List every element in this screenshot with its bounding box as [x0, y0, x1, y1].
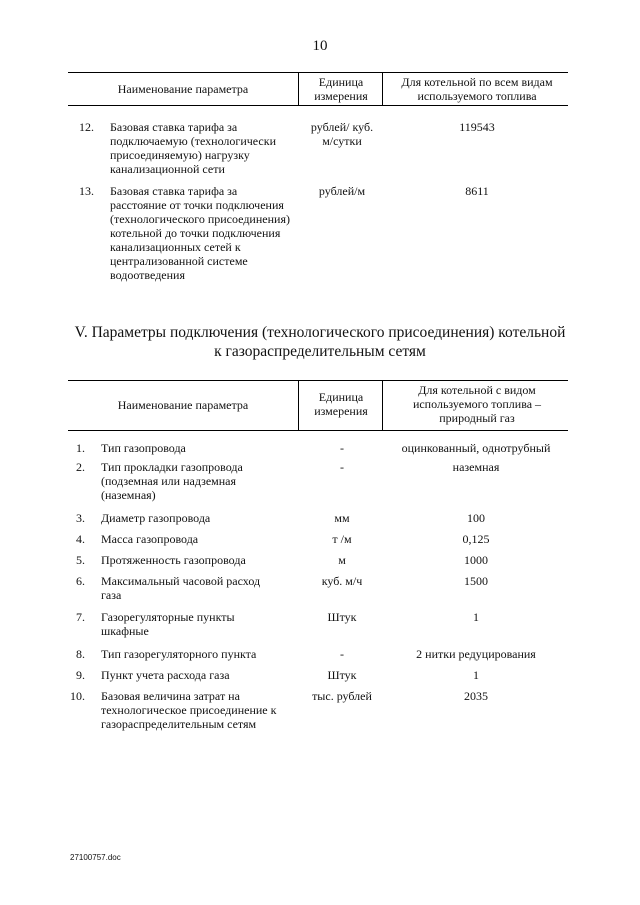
row-unit: -: [340, 441, 344, 455]
row-number: 2.: [76, 460, 85, 474]
row-number: 12.: [79, 120, 94, 134]
header-unit: Единица измерения: [314, 390, 368, 418]
row-number: 8.: [76, 647, 85, 661]
row-value: 1: [473, 668, 479, 682]
row-name: Газорегуляторные пункты шкафные: [101, 610, 235, 638]
section-title-line1: V. Параметры подключения (технологического присоединения) котельной: [74, 324, 566, 341]
row-name: Тип газопровода: [101, 441, 186, 455]
row-name: Протяженность газопровода: [101, 553, 246, 567]
row-number: 13.: [79, 184, 94, 198]
row-value: 100: [467, 511, 485, 525]
row-name: Тип газорегуляторного пункта: [101, 647, 257, 661]
header-name: Наименование параметра: [117, 82, 249, 96]
row-value: 119543: [459, 120, 495, 134]
row-number: 9.: [76, 668, 85, 682]
row-unit: м: [338, 553, 346, 567]
header-value: Для котельной с видом используемого топлива – природный газ: [412, 383, 542, 425]
row-unit: -: [340, 460, 344, 474]
row-name: Пункт учета расхода газа: [101, 668, 230, 682]
row-number: 7.: [76, 610, 85, 624]
header-divider: [298, 380, 299, 431]
row-name: Диаметр газопровода: [101, 511, 211, 525]
row-unit: Штук: [327, 668, 357, 682]
row-unit: -: [340, 647, 344, 661]
header-bottom-rule: [68, 430, 568, 431]
header-value: Для котельной по всем видам используемого топлива: [401, 75, 553, 103]
row-name: Максимальный часовой расход газа: [101, 574, 261, 602]
row-value: 1500: [464, 574, 488, 588]
row-unit: мм: [334, 511, 350, 525]
header-bottom-rule: [68, 105, 568, 106]
row-unit: т /м: [332, 532, 352, 546]
row-value: 0,125: [462, 532, 490, 546]
section-title: [60, 323, 580, 361]
header-name: Наименование параметра: [117, 398, 249, 412]
row-unit: куб. м/ч: [321, 574, 363, 588]
header-divider: [298, 72, 299, 106]
row-value: 1000: [464, 553, 488, 567]
row-number: 5.: [76, 553, 85, 567]
row-number: 3.: [76, 511, 85, 525]
header-divider: [382, 380, 383, 431]
header-top-rule: [68, 380, 568, 381]
row-value: наземная: [452, 460, 500, 474]
gas-parameters-table: [68, 380, 568, 731]
tariff-table: [68, 72, 568, 282]
header-divider: [382, 72, 383, 106]
row-unit: тыс. рублей: [312, 689, 372, 703]
page-number: 10: [312, 38, 328, 54]
row-unit: рублей/м: [318, 184, 366, 198]
section-title-line2: к газораспределительным сетям: [214, 343, 426, 360]
document-filename: 27100757.doc: [70, 853, 121, 862]
row-value: 8611: [465, 184, 489, 198]
row-name: Масса газопровода: [101, 532, 199, 546]
row-name: Базовая ставка тарифа за подключаемую (технологически присоединяемую) нагрузку канализационной сети: [110, 120, 276, 176]
table-row: [68, 184, 568, 304]
header-unit: Единица измерения: [314, 75, 368, 103]
row-value: 2 нитки редуцирования: [416, 647, 536, 661]
row-name: Базовая ставка тарифа за расстояние от точки подключения (технологического присоединения) котельной до точки подключения канализационных сетей к централизованной системе водоотведения: [110, 184, 290, 282]
header-top-rule: [68, 72, 568, 73]
row-number: 4.: [76, 532, 85, 546]
row-value: 1: [473, 610, 479, 624]
table-row: [68, 120, 568, 180]
row-name: Базовая величина затрат на технологическое присоединение к газораспределительным сетям: [101, 689, 277, 731]
row-unit: Штук: [327, 610, 357, 624]
row-unit: рублей/ куб. м/сутки: [310, 120, 374, 148]
row-value: оцинкованный, однотрубный: [401, 441, 551, 455]
tariff-table-header: [68, 72, 568, 106]
row-number: 6.: [76, 574, 85, 588]
row-number: 1.: [76, 441, 85, 455]
gas-table-header: [68, 380, 568, 431]
row-number: 10.: [70, 689, 85, 703]
row-value: 2035: [464, 689, 488, 703]
row-name: Тип прокладки газопровода (подземная или надземная (наземная): [101, 460, 243, 502]
